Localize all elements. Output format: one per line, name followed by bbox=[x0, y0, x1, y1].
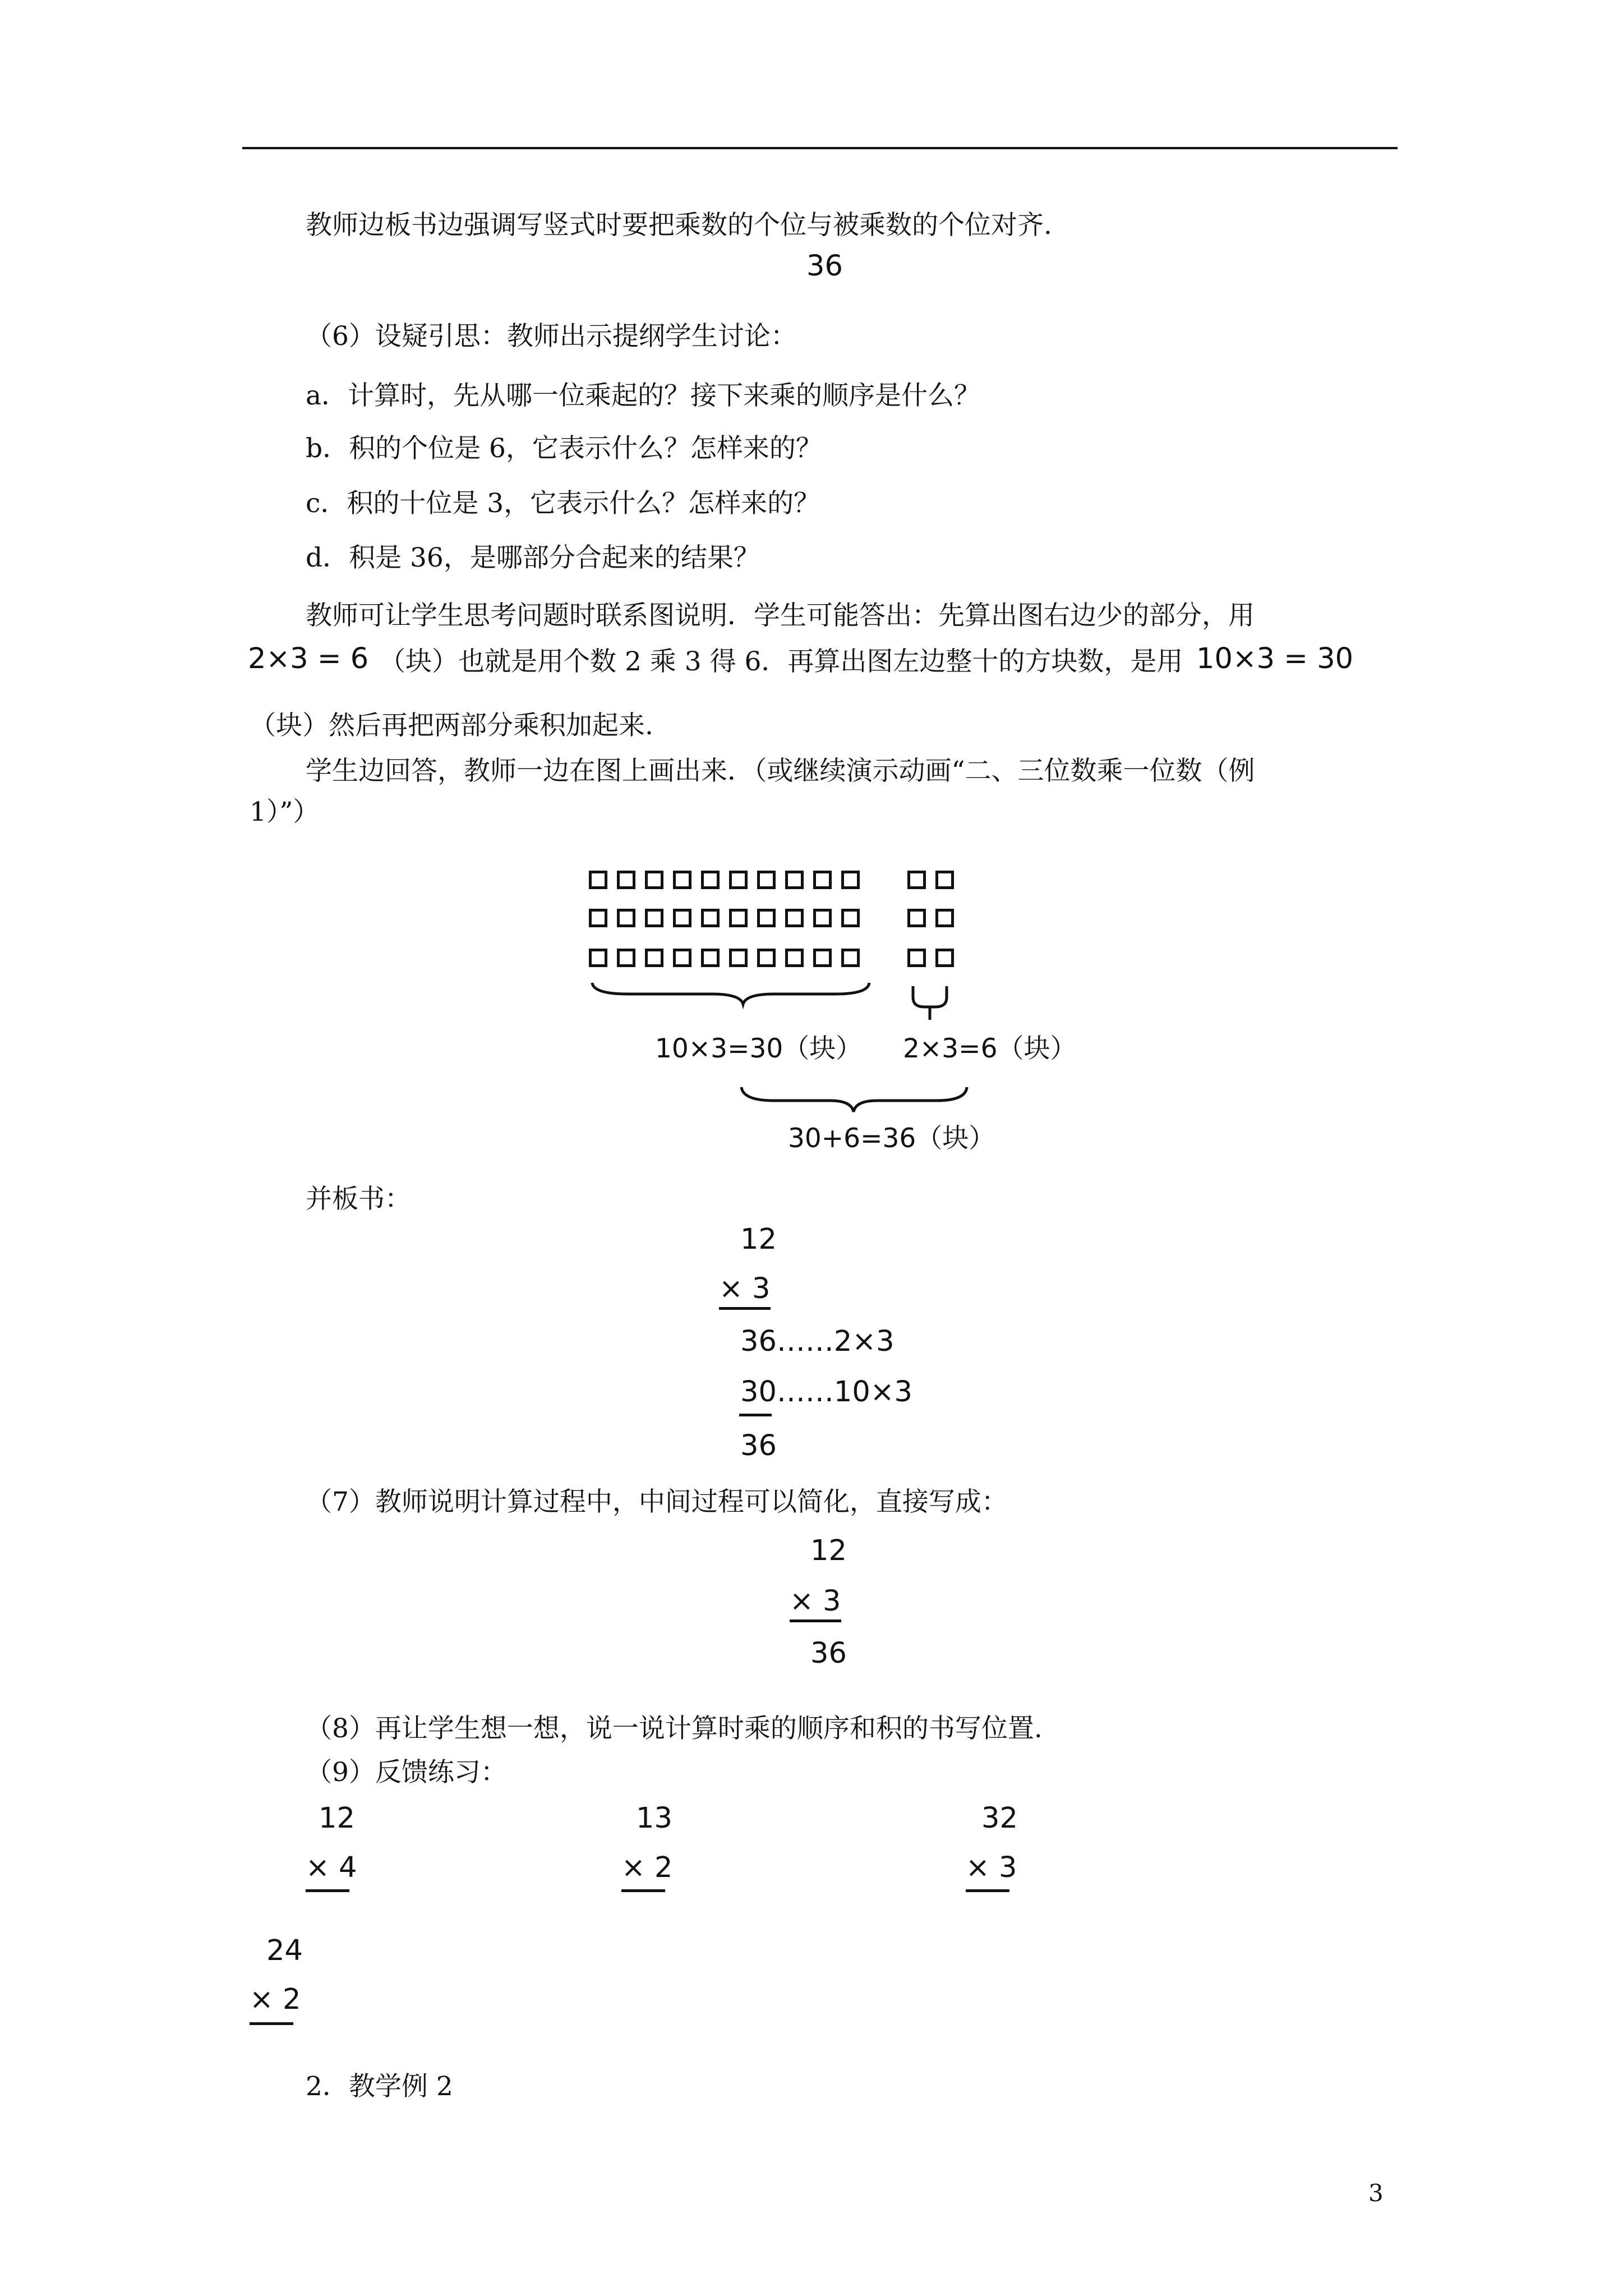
exercise-2-rule bbox=[621, 1889, 665, 1892]
step7-rule bbox=[790, 1619, 841, 1622]
board-multiplicand: 12 bbox=[740, 1223, 777, 1256]
exercise-3-mult: × 3 bbox=[966, 1851, 1017, 1884]
brace-right bbox=[913, 986, 947, 1020]
board-multiplier: × 3 bbox=[719, 1272, 771, 1305]
paragraph-board-alignment: 教师边板书边强调写竖式时要把乘数的个位与被乘数的个位对齐. bbox=[306, 210, 1052, 241]
label-2x3: 2×3=6（块） bbox=[903, 1033, 1077, 1064]
board-partial-2: 30……10×3 bbox=[740, 1375, 912, 1409]
label-10x3: 10×3=30（块） bbox=[655, 1033, 863, 1064]
exercise-4-mult: × 2 bbox=[250, 1983, 301, 2016]
exercise-4-rule bbox=[250, 2022, 293, 2025]
exercise-2-mult: × 2 bbox=[621, 1851, 673, 1884]
step7-multiplier: × 3 bbox=[790, 1585, 841, 1618]
step7-text: （7）教师说明计算过程中，中间过程可以简化，直接写成： bbox=[306, 1487, 1008, 1517]
step7-result: 36 bbox=[810, 1637, 847, 1670]
exercise-1-rule bbox=[306, 1889, 349, 1892]
questions-intro: （6）设疑引思：教师出示提纲学生讨论： bbox=[306, 321, 797, 352]
question-d: d．积是 36，是哪部分合起来的结果？ bbox=[306, 542, 760, 573]
exercise-1-top: 12 bbox=[319, 1802, 355, 1835]
board-rule-1 bbox=[719, 1307, 771, 1310]
board-result: 36 bbox=[740, 1429, 777, 1462]
exercise-4-top: 24 bbox=[266, 1934, 303, 1967]
equation-2x3: 2×3 = 6 bbox=[248, 642, 369, 675]
board-partial-1: 36……2×3 bbox=[740, 1325, 895, 1358]
equation-10x3: 10×3 = 30 bbox=[1196, 642, 1354, 675]
page-number: 3 bbox=[1368, 2179, 1384, 2207]
animation-note-line1: 学生边回答，教师一边在图上画出来．（或继续演示动画“二、三位数乘一位数（例 bbox=[306, 756, 1255, 786]
board-rule-2 bbox=[739, 1414, 772, 1416]
animation-note-line2: 1）”） bbox=[250, 797, 320, 827]
brace-left bbox=[592, 983, 869, 1004]
step9-text: （9）反馈练习： bbox=[306, 1757, 507, 1788]
exercise-3-top: 32 bbox=[981, 1802, 1018, 1835]
question-a: a．计算时，先从哪一位乘起的？接下来乘的顺序是什么？ bbox=[306, 380, 981, 411]
explanation-line2: （块）也就是用个数 2 乘 3 得 6．再算出图左边整十的方块数，是用 bbox=[379, 646, 1183, 677]
question-b: b．积的个位是 6，它表示什么？怎样来的？ bbox=[306, 433, 822, 464]
explanation-line1: 教师可让学生思考问题时联系图说明．学生可能答出：先算出图右边少的部分，用 bbox=[306, 600, 1255, 631]
exercise-2-top: 13 bbox=[636, 1802, 672, 1835]
exercise-3-rule bbox=[966, 1889, 1009, 1892]
product-36: 36 bbox=[806, 250, 843, 283]
step7-multiplicand: 12 bbox=[810, 1534, 847, 1567]
label-30plus6: 30+6=36（块） bbox=[788, 1123, 995, 1154]
section-2-heading: 2．教学例 2 bbox=[306, 2071, 453, 2102]
explanation-line3: （块）然后再把两部分乘积加起来. bbox=[250, 710, 653, 741]
exercise-1-mult: × 4 bbox=[306, 1851, 357, 1884]
step8-text: （8）再让学生想一想，说一说计算时乘的顺序和积的书写位置. bbox=[306, 1713, 1043, 1744]
brace-total bbox=[741, 1087, 967, 1112]
board-label: 并板书： bbox=[306, 1184, 411, 1214]
question-c: c．积的十位是 3，它表示什么？怎样来的？ bbox=[306, 488, 820, 519]
